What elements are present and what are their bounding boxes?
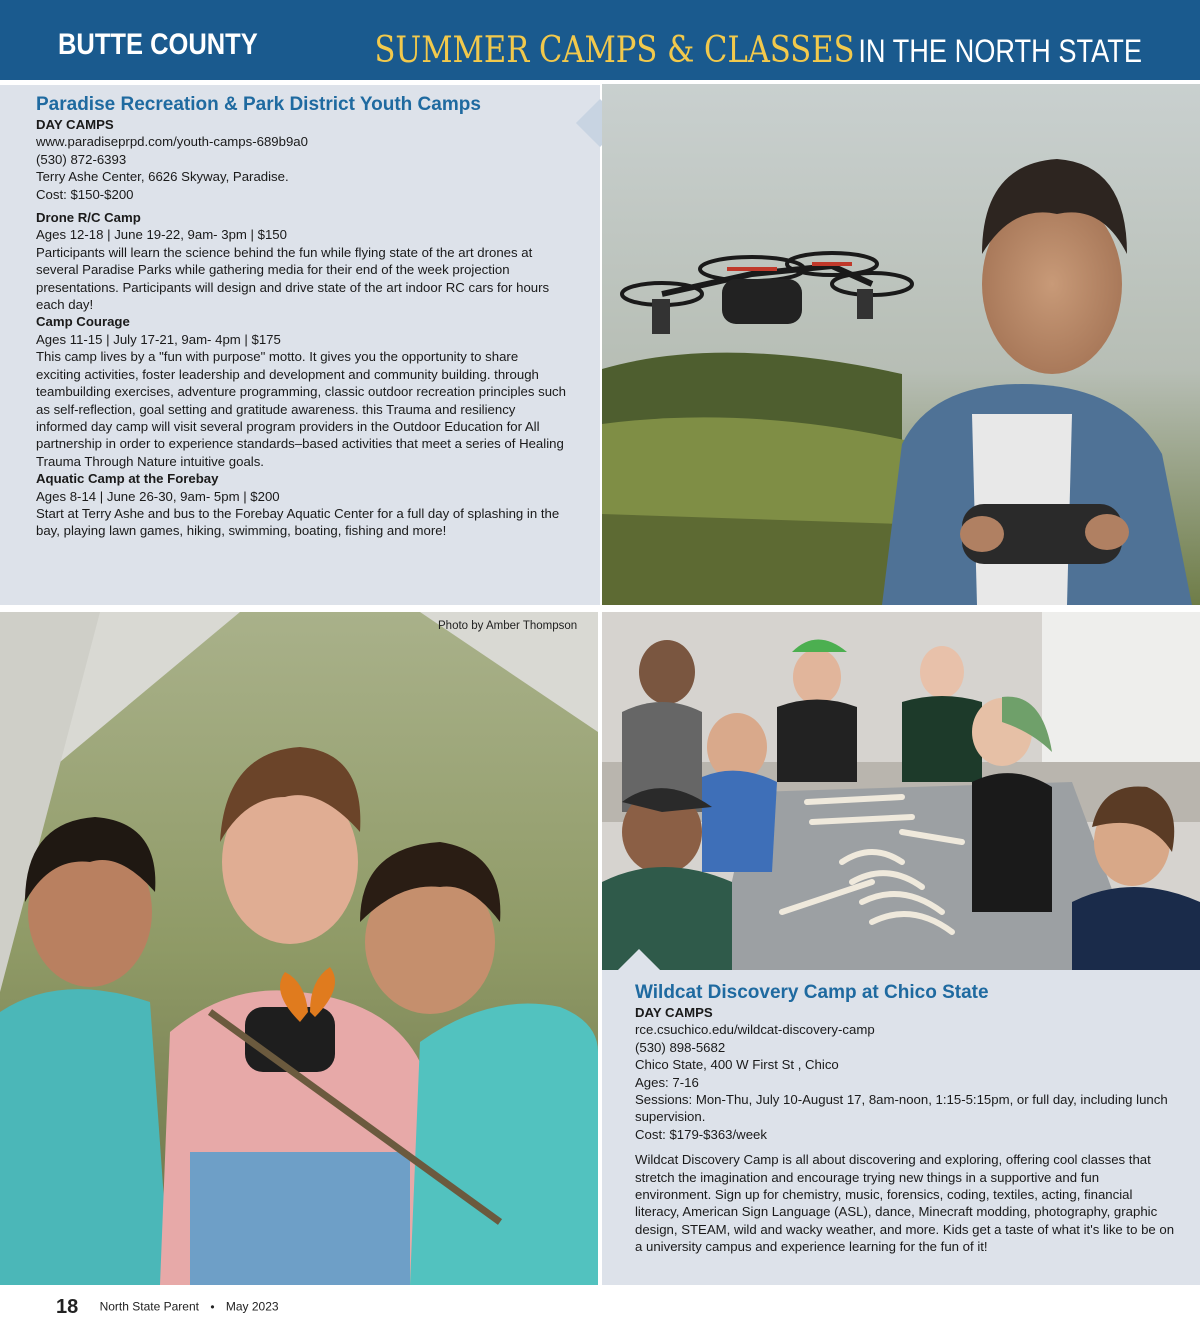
camp-name: Aquatic Camp at the Forebay — [36, 471, 219, 487]
wildcat-ages: Ages: 7-16 — [635, 1074, 699, 1090]
camp-details: Ages 8-14 | June 26-30, 9am- 5pm | $200 — [36, 488, 280, 504]
camp-details: Ages 11-15 | July 17-21, 9am- 4pm | $175 — [36, 331, 281, 347]
wildcat-sessions: Sessions: Mon-Thu, July 10-August 17, 8am-noon, 1:15-5:15pm, or full day, including lunch supervision. — [635, 1092, 1168, 1125]
paradise-phone: (530) 872-6393 — [36, 151, 127, 167]
paradise-listing — [36, 94, 566, 540]
kids-butterfly-photo — [0, 612, 598, 1285]
paradise-address: Terry Ashe Center, 6626 Skyway, Paradise. — [36, 169, 289, 185]
paradise-cost: Cost: $150-$200 — [36, 186, 134, 202]
wildcat-phone: (530) 898-5682 — [635, 1039, 726, 1055]
wildcat-title: Wildcat Discovery Camp at Chico State — [635, 982, 989, 1003]
wildcat-description: Wildcat Discovery Camp is all about discovering and exploring, offering cool classes that stretch the imagination and encourage trying new things in a supportive and fun environment. Sign up for chemistry, music, forensics, coding, textiles, acting, financial literacy, American Sign Language (ASL), dance, Minecraft modding, photography, graphic design, STEAM, wild and wacky weather, and more. Kids get a taste of what it's like to be on a university campus and experience learning for the fun of it! — [635, 1152, 1175, 1255]
wildcat-cost: Cost: $179-$363/week — [635, 1126, 767, 1142]
issue-date: May 2023 — [225, 1299, 279, 1314]
camp-name: Camp Courage — [36, 314, 130, 330]
drone-photo — [602, 84, 1200, 605]
separator-dot: • — [210, 1299, 215, 1314]
wildcat-listing — [635, 982, 1175, 1256]
wildcat-address: Chico State, 400 W First St , Chico — [635, 1057, 839, 1073]
series-highlight: SUMMER CAMPS & CLASSES — [374, 30, 855, 71]
camp-description: Start at Terry Ashe and bus to the Forebay Aquatic Center for a full day of splashing in the bay, playing lawn games, hiking, swimming, boating, fishing and more! — [36, 505, 560, 539]
camp-details: Ages 12-18 | June 19-22, 9am- 3pm | $150 — [36, 227, 287, 243]
series-rest: IN THE NORTH STATE — [858, 33, 1142, 69]
paradise-website[interactable]: www.paradiseprpd.com/youth-camps-689b9a0 — [36, 134, 308, 150]
wildcat-website[interactable]: rce.csuchico.edu/wildcat-discovery-camp — [635, 1022, 875, 1038]
wildcat-type: DAY CAMPS — [635, 1005, 713, 1020]
camp-description: This camp lives by a "fun with purpose" motto. It gives you the opportunity to share exciting activities, foster leadership and development and community building. through teambuilding exercises, adventure programming, classic outdoor recreation principles such as self-reflection, goal setting and gratitude awareness. this Trauma and resiliency informed day camp will visit several program providers in the Outdoor Education for All partnership in order to experience standards–based activities that meet a series of Healing Trauma Through Nature intuitive goals. — [36, 349, 566, 469]
photo-credit: Photo by Amber Thompson — [438, 620, 578, 632]
skeleton-class-photo — [602, 612, 1200, 970]
camp-description: Participants will learn the science behind the fun while flying state of the art drones at several Paradise Parks while gathering media for their end of the week projection presentations. Participants will design and drive state of the art indoor RC cars for hours each day! — [36, 244, 550, 313]
spacer — [635, 1143, 1175, 1151]
page-footer — [56, 1296, 279, 1319]
page-number: 18 — [56, 1296, 79, 1318]
paradise-type: DAY CAMPS — [36, 117, 114, 132]
camp-name: Drone R/C Camp — [36, 210, 141, 226]
series-title — [374, 30, 1142, 71]
paradise-title: Paradise Recreation & Park District Youth Camps — [36, 94, 481, 115]
page-header — [0, 0, 1200, 80]
publication-name: North State Parent — [99, 1299, 199, 1314]
county-label: BUTTE COUNTY — [58, 28, 258, 61]
